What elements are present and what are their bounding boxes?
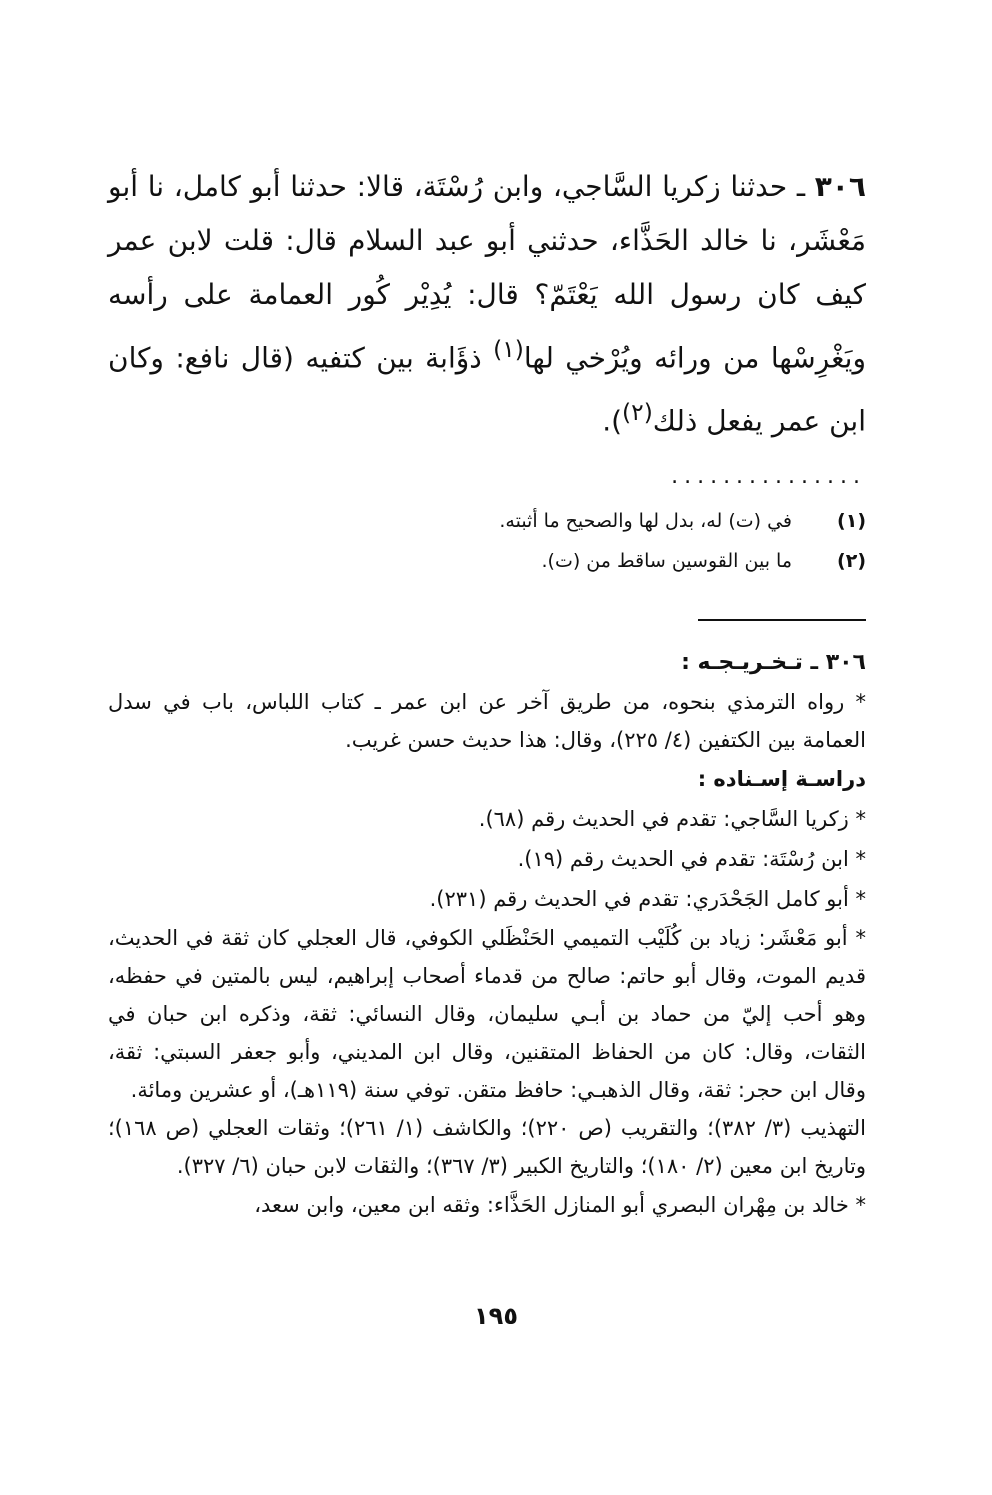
page-number: ١٩٥ (474, 1302, 518, 1330)
takhrij-heading: ٣٠٦ ـ تـخـريـجـه : (681, 649, 866, 675)
hadith-body: ـ حدثنا زكريا السَّاجي، وابن رُسْتَة، قالا: حدثنا أبو كامل، نا أبو مَعْشَر، نا خالد الحَذَّاء، حدثني أبو عبد السلام قال: قلت لابن عمر كيف كان رسول الله يَعْتَمّ؟ قال: يُدِيْر كُور العمامة على رأسه ويَغْرِسْها من ورائه ويُرْخي لها (108, 170, 866, 375)
takhrij-text: * رواه الترمذي بنحوه، من طريق آخر عن ابن عمر ـ كتاب اللباس، باب في سدل العمامة بين الكتفين (٤/ ٢٢٥)، وقال: هذا حديث حسن غريب. (108, 689, 866, 752)
khalid-entry: * خالد بن مِهْران البصري أبو المنازل الحَذَّاء: وثقه ابن معين، وابن سعد، (254, 1192, 866, 1217)
footnote-1 (108, 501, 866, 541)
isnad-item-3: * أبو كامل الجَحْدَري: تقدم في الحديث رقم (٢٣١). (429, 886, 866, 911)
footnote-number: (١) (837, 509, 866, 532)
hadith-body-2: ذؤَابة بين كتفيه (قال نافع: وكان ابن عمر يفعل ذلك (108, 341, 866, 438)
isnad-item-2: * ابن رُسْتَة: تقدم في الحديث رقم (١٩). (517, 846, 866, 871)
hadith-number: ٣٠٦ (814, 170, 866, 203)
isnad-heading: دراسـة إسـناده : (697, 766, 866, 791)
footnote-ref-1[interactable]: (١) (493, 335, 524, 363)
footnote-number: (٢) (837, 549, 866, 572)
page-content (108, 160, 866, 1225)
footnote-separator-dots: ............... (671, 463, 866, 489)
section-divider (698, 619, 866, 621)
abu-mashar-entry: * أبو مَعْشَر: زياد بن كُلَيْب التميمي الحَنْظَلي الكوفي، قال العجلي كان ثقة في الحديث، قديم الموت، وقال أبو حاتم: صالح من قدماء أصحاب إبراهيم، ليس بالمتين في حفظه، وهو أحب إليّ من حماد بن أبـي سليمان، وقال النسائي: ثقة، وذكره ابن حبان في الثقات، وقال: كان من الحفاظ المتقنين، وقال ابن المديني، وأبو جعفر السبتي: ثقة، وقال ابن حجر: ثقة، وقال الذهبـي: حافظ متقن. توفي سنة (١١٩هـ)، أو عشرين ومائة. (108, 925, 866, 1102)
hadith-text (108, 160, 866, 449)
footnote-text: ما بين القوسين ساقط من (ت). (541, 549, 792, 572)
footnote-ref-2[interactable]: (٢) (622, 398, 653, 427)
abu-mashar-sources: التهذيب (٣/ ٣٨٢)؛ والتقريب (ص ٢٢٠)؛ والكاشف (١/ ٢٦١)؛ وثقات العجلي (ص ١٦٨)؛ وتاريخ ابن معين (٢/ ١٨٠)؛ والتاريخ الكبير (٣/ ٣٦٧)؛ والثقات لابن حبان (٦/ ٣٢٧). (108, 1115, 866, 1178)
footnotes (108, 501, 866, 581)
isnad-item-1: * زكريا السَّاجي: تقدم في الحديث رقم (٦٨). (478, 806, 866, 831)
footnote-2 (108, 541, 866, 581)
footnote-text: في (ت) له، بدل لها والصحيح ما أثبته. (499, 509, 792, 532)
hadith-body-3: ). (602, 404, 623, 438)
